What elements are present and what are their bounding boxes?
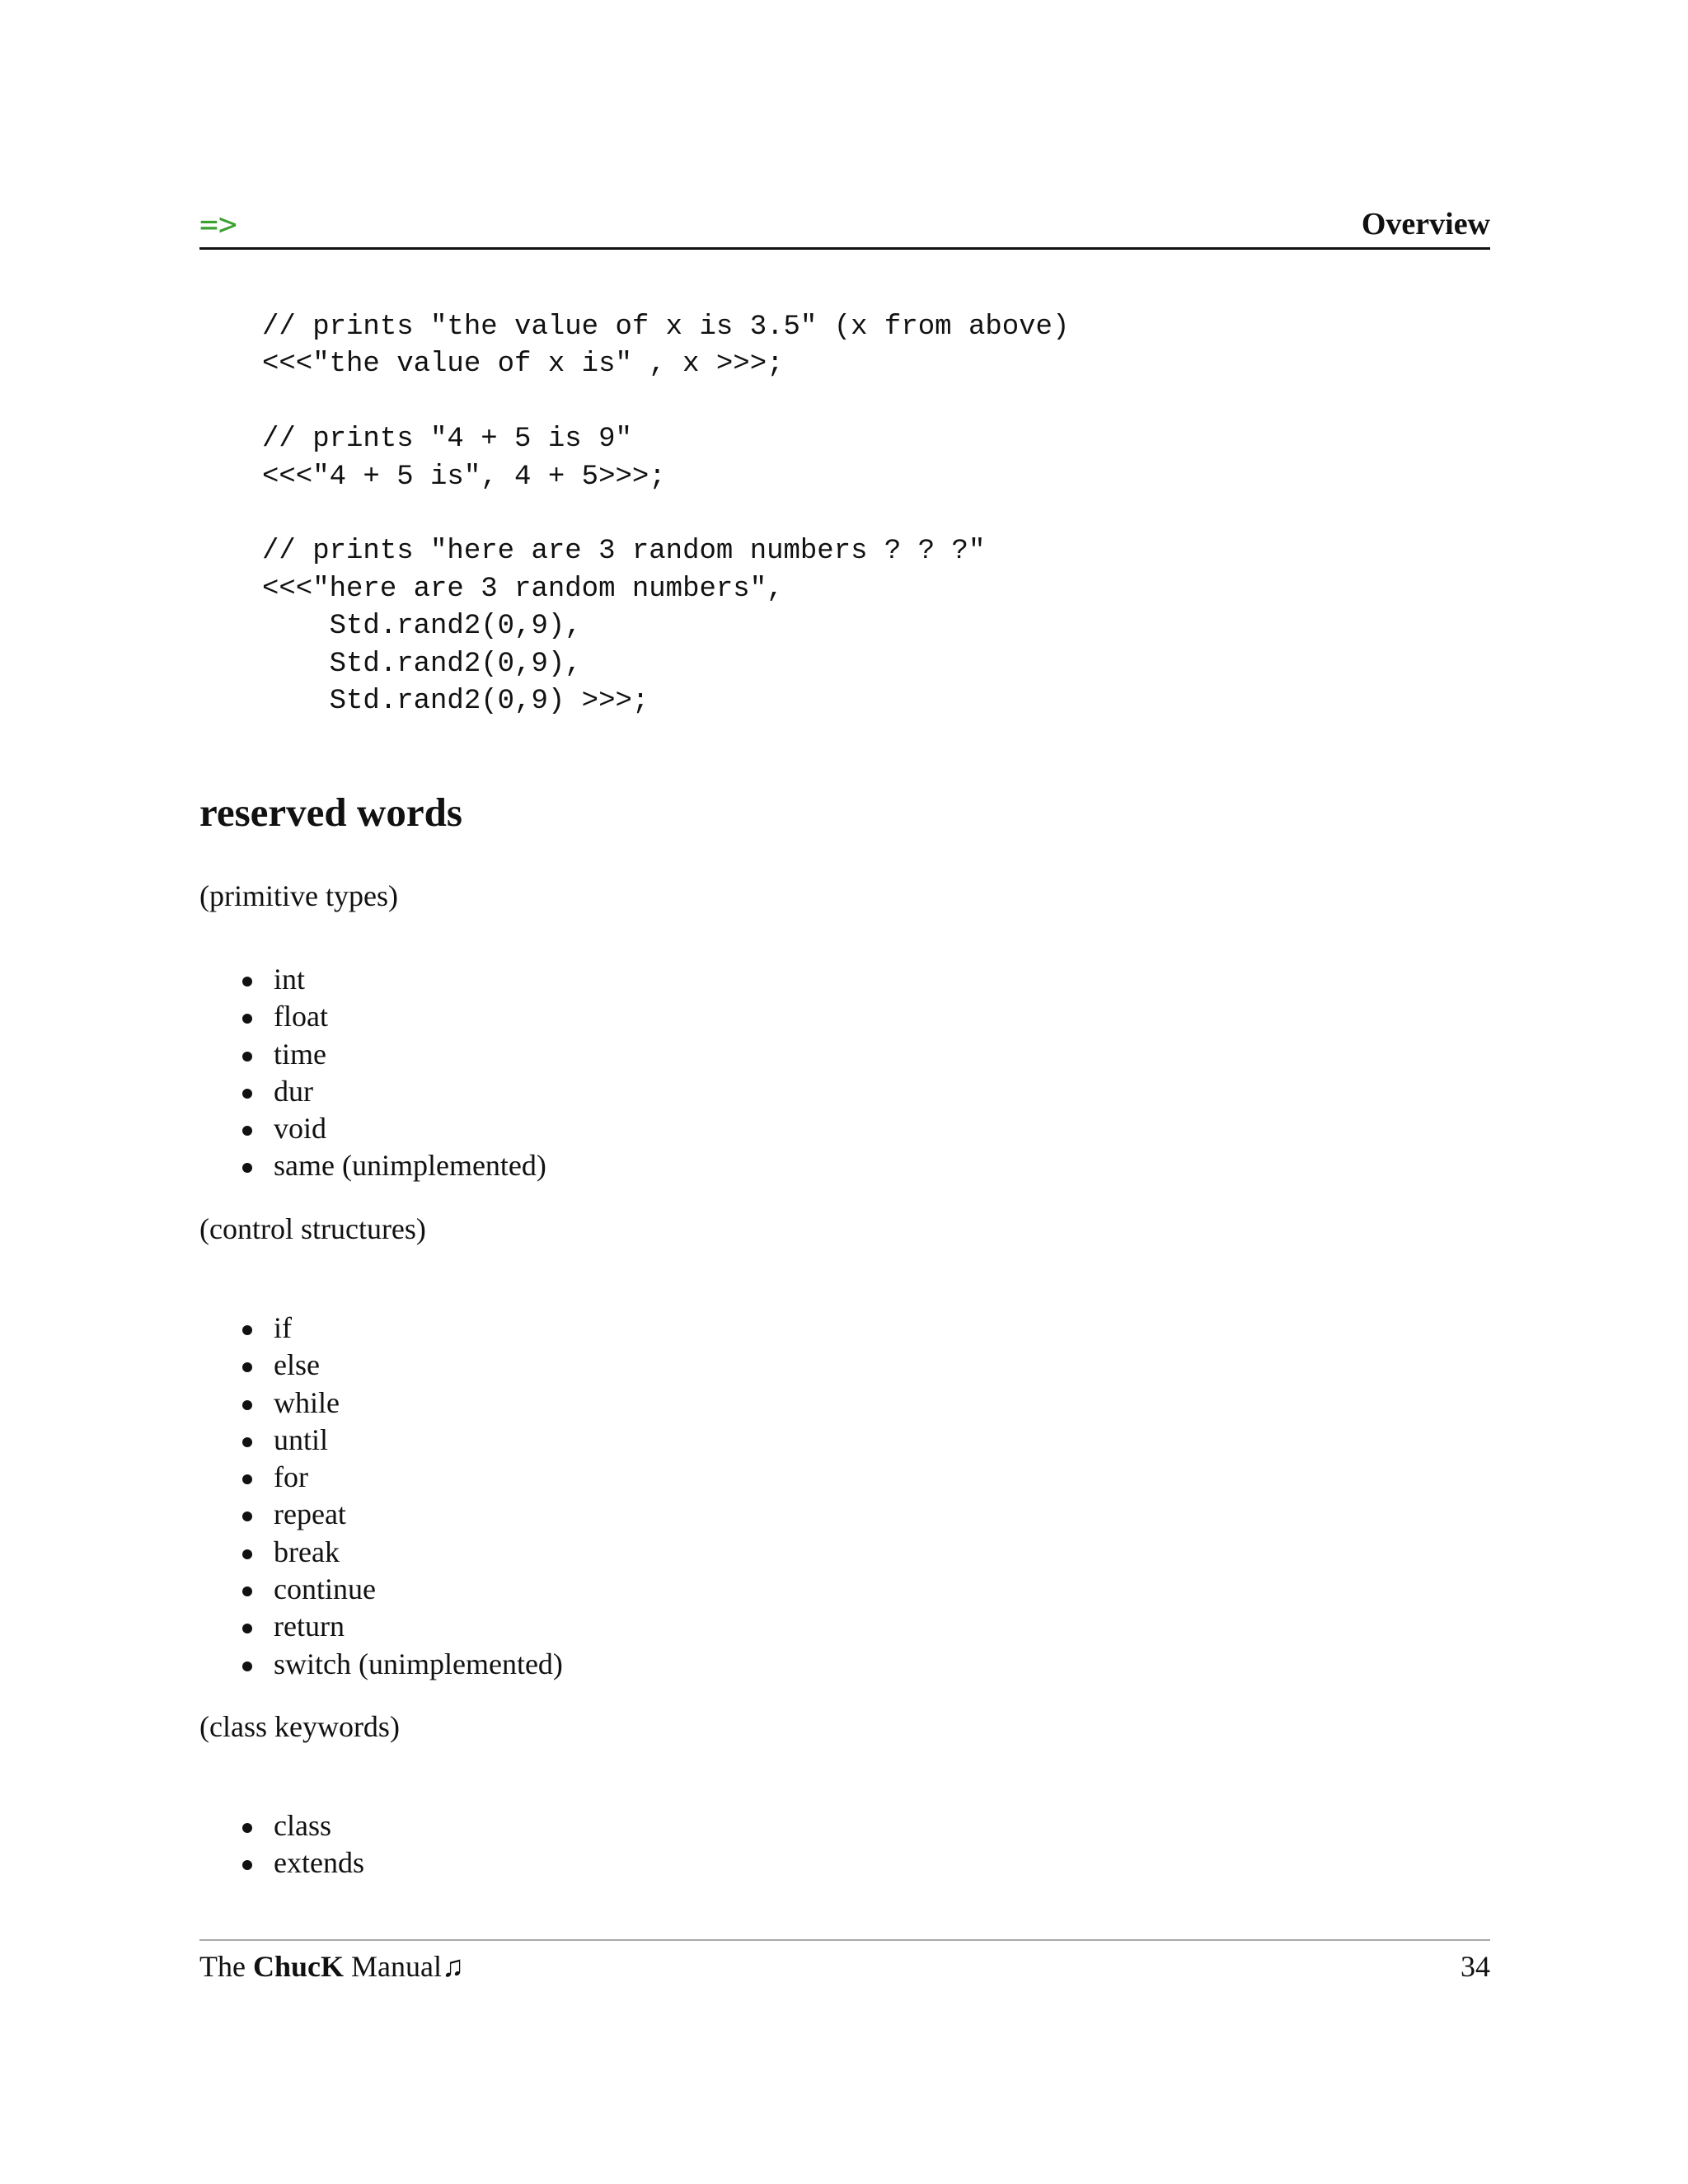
bullet-icon — [242, 1126, 252, 1136]
list-item — [239, 1571, 563, 1608]
group-label-class-keywords: (class keywords) — [199, 1710, 400, 1743]
list-item — [239, 1036, 546, 1073]
list-item-text: for — [274, 1460, 308, 1494]
code-line: <<<"the value of x is" , x >>>; — [262, 349, 784, 381]
bullet-icon — [242, 1400, 252, 1410]
bullet-icon — [242, 1511, 252, 1521]
page-header — [199, 206, 1490, 250]
list-item — [239, 1073, 546, 1110]
bullet-icon — [242, 1325, 252, 1335]
code-line: // prints "4 + 5 is 9" — [262, 424, 632, 456]
group-label-control-structures: (control structures) — [199, 1212, 426, 1245]
footer-divider — [199, 1939, 1490, 1941]
list-item-text: until — [274, 1422, 329, 1456]
footer-prefix: The — [199, 1950, 246, 1983]
list-item-text: float — [274, 1000, 328, 1033]
list-item — [239, 1110, 546, 1147]
code-line: <<<"here are 3 random numbers", — [262, 573, 784, 605]
list-item — [239, 1807, 364, 1844]
list-item-text: else — [274, 1348, 320, 1382]
code-line: Std.rand2(0,9), — [262, 648, 582, 680]
bullet-icon — [242, 1860, 252, 1870]
bullet-icon — [242, 1014, 252, 1024]
list-item-text: while — [274, 1385, 340, 1419]
list-item-text: switch (unimplemented) — [274, 1647, 563, 1680]
bullet-icon — [242, 1586, 252, 1596]
list-item — [239, 1385, 563, 1422]
bullet-icon — [242, 1474, 252, 1484]
bullet-icon — [242, 1661, 252, 1671]
list-item-text: continue — [274, 1572, 376, 1606]
list-item-text: break — [274, 1535, 340, 1568]
footer-suffix: Manual♫ — [351, 1950, 464, 1983]
code-line: Std.rand2(0,9), — [262, 611, 582, 643]
list-item — [239, 1422, 563, 1459]
list-item — [239, 998, 546, 1035]
section-title: Overview — [1361, 207, 1490, 241]
list-item-text: dur — [274, 1074, 313, 1108]
code-line: // prints "here are 3 random numbers ? ? ?" — [262, 536, 986, 568]
list-item-text: time — [274, 1037, 326, 1071]
subsection-heading: reserved words — [199, 790, 462, 835]
class-keywords-list — [239, 1807, 364, 1882]
code-block — [262, 309, 1069, 720]
footer-title — [199, 1949, 464, 1984]
code-line — [262, 384, 1069, 421]
bullet-icon — [242, 1437, 252, 1447]
list-item — [239, 1844, 364, 1882]
list-item — [239, 1496, 563, 1533]
list-item — [239, 1608, 563, 1645]
list-item — [239, 1646, 563, 1683]
footer-brand: ChucK — [252, 1950, 344, 1983]
list-item-text: extends — [274, 1846, 364, 1880]
list-item-text: class — [274, 1809, 331, 1842]
bullet-icon — [242, 1163, 252, 1173]
list-item — [239, 1534, 563, 1571]
code-line — [262, 496, 1069, 533]
bullet-icon — [242, 1089, 252, 1099]
code-line: // prints "the value of x is 3.5" (x from above) — [262, 312, 1070, 343]
page-number: 34 — [1461, 1950, 1490, 1983]
list-item-text: return — [274, 1610, 345, 1643]
list-item — [239, 961, 546, 998]
primitive-types-list — [239, 961, 546, 1185]
list-item — [239, 1310, 563, 1347]
bullet-icon — [242, 977, 252, 987]
group-label-primitive-types: (primitive types) — [199, 879, 398, 912]
chuck-logo: => — [199, 206, 237, 242]
control-structures-list — [239, 1310, 563, 1683]
list-item — [239, 1147, 546, 1184]
list-item — [239, 1459, 563, 1496]
list-item — [239, 1347, 563, 1384]
list-item-text: if — [274, 1311, 292, 1344]
code-line: <<<"4 + 5 is", 4 + 5>>>; — [262, 461, 666, 493]
bullet-icon — [242, 1549, 252, 1559]
bullet-icon — [242, 1052, 252, 1062]
bullet-icon — [242, 1624, 252, 1633]
bullet-icon — [242, 1823, 252, 1833]
list-item-text: int — [274, 963, 306, 996]
list-item-text: same (unimplemented) — [274, 1149, 546, 1183]
code-line: Std.rand2(0,9) >>>; — [262, 685, 649, 717]
bullet-icon — [242, 1362, 252, 1372]
list-item-text: void — [274, 1112, 327, 1146]
list-item-text: repeat — [274, 1497, 346, 1531]
